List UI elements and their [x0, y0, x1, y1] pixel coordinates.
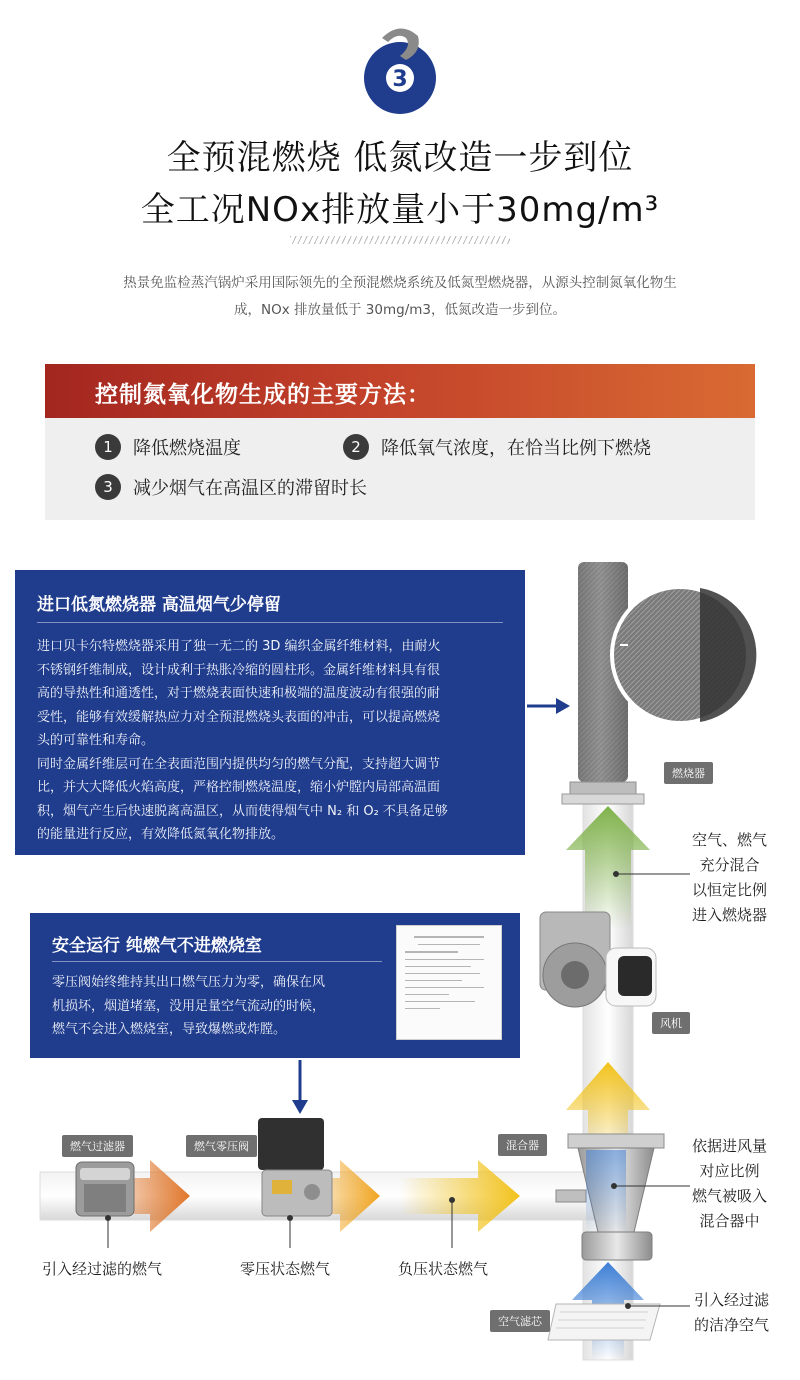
mix-label-line: 空气、燃气: [692, 831, 768, 849]
methods-header: [45, 364, 755, 418]
zero-valve-tag: 燃气零压阀: [186, 1135, 257, 1157]
burner-box-line: 积，烟气产生后快速脱离高温区，从而使得烟气中 N₂ 和 O₂ 不具备足够: [37, 803, 448, 819]
intake-label: [692, 1134, 767, 1234]
burner-box-text: [37, 635, 507, 847]
intro-paragraph: [50, 270, 750, 324]
yellow-right-arrow: [400, 1160, 520, 1232]
gas-filter-tag: 燃气过滤器: [62, 1135, 133, 1157]
method-text: 降低燃烧温度: [133, 438, 241, 459]
intake-label-line: 燃气被吸入: [692, 1187, 768, 1205]
method-number: 3: [95, 474, 121, 500]
down-pointer-arrow: [292, 1060, 308, 1114]
mixer-tag: 混合器: [498, 1134, 547, 1156]
pointer-arrow: [527, 698, 570, 714]
burner-box-line: 的能量进行反应，有效降低氮氧化物排放。: [37, 827, 285, 842]
box-divider: [37, 622, 503, 623]
method-item: [95, 474, 367, 500]
safety-box-line: 机损坏，烟道堵塞，没用足量空气流动的时候，: [52, 998, 326, 1014]
burner-box-line: 进口贝卡尔特燃烧器采用了独一无二的 3D 编织金属纤维材料，由耐火: [37, 639, 441, 654]
burner-box-line: 同时金属纤维层可在全表面范围内提供均匀的燃气分配，支持超大调节: [37, 756, 441, 772]
methods-heading: 控制氮氧化物生成的主要方法：: [95, 382, 431, 408]
method-text: 减少烟气在高温区的滞留时长: [133, 478, 367, 499]
green-up-arrow: [566, 806, 650, 930]
mix-label-line: 进入燃烧器: [692, 906, 768, 924]
methods-panel: [45, 418, 755, 520]
clean-air-label: [694, 1288, 769, 1338]
intake-label-line: 依据进风量: [692, 1137, 768, 1155]
number-3-badge-icon: [362, 16, 438, 116]
air-filter-tag: 空气滤芯: [490, 1310, 550, 1332]
main-title-line2: 全工况NOx排放量小于30mg/m³: [140, 190, 660, 230]
mesh-zoom-graphic: [612, 587, 756, 723]
fan-graphic: [540, 912, 656, 1007]
burner-box-line: 比，并大大降低火焰高度，严格控制燃烧温度，缩小炉膛内局部高温面: [37, 780, 441, 795]
air-filter-graphic: [548, 1304, 660, 1340]
method-item: [343, 434, 651, 460]
intro-line: 成，NOx 排放量低于 30mg/m3，低氮改造一步到位。: [234, 302, 566, 318]
gas-filter-graphic: [76, 1162, 134, 1216]
mix-label-line: 充分混合: [699, 856, 760, 874]
zero-valve-graphic: [258, 1118, 332, 1216]
box-divider: [52, 961, 382, 962]
intro-line: 热景免监检蒸汽锅炉采用国际领先的全预混燃烧系统及低氮型燃烧器，从源头控制氮氧化物生: [123, 275, 677, 291]
clean-air-label-line: 引入经过滤: [694, 1291, 770, 1309]
mix-label: [692, 828, 767, 928]
fan-tag: 风机: [652, 1012, 690, 1034]
clean-air-label-line: 的洁净空气: [694, 1316, 770, 1334]
mixer-graphic: [556, 1134, 664, 1260]
method-number: 2: [343, 434, 369, 460]
intake-label-line: 对应比例: [699, 1162, 760, 1180]
method-item: [95, 434, 241, 460]
burner-box-line: 高的导热性和通透性，对于燃烧表面快速和极端的温度波动有很强的耐: [37, 686, 441, 701]
burner-tag: 燃烧器: [664, 762, 713, 784]
safety-box-text: [52, 971, 402, 1042]
safety-box-title: 安全运行 纯燃气不进燃烧室: [52, 936, 262, 956]
intake-label-line: 混合器中: [699, 1212, 760, 1230]
burner-box-title: 进口低氮燃烧器 高温烟气少停留: [37, 595, 281, 615]
negative-pressure-label: 负压状态燃气: [398, 1260, 489, 1278]
burner-box-line: 受性，能够有效缓解热应力对全预混燃烧头表面的冲击，可以提高燃烧: [37, 709, 441, 725]
method-number: 1: [95, 434, 121, 460]
safety-box-line: 燃气不会进入燃烧室，导致爆燃或炸膛。: [52, 1022, 287, 1037]
certificate-document-image: [396, 925, 502, 1040]
burner-box-line: 不锈钢纤维制成，设计成利于热胀冷缩的圆柱形。金属纤维材料具有很: [37, 662, 441, 678]
badge-number: 3: [392, 67, 408, 92]
mix-label-line: 以恒定比例: [692, 881, 768, 899]
safety-box-line: 零压阀始终维持其出口燃气压力为零，确保在风: [52, 975, 326, 990]
zero-pressure-label: 零压状态燃气: [240, 1260, 331, 1278]
burner-info-box: [15, 570, 525, 855]
burner-box-line: 头的可靠性和寿命。: [37, 733, 155, 748]
hatch-divider: [290, 236, 510, 244]
main-title-line1: 全预混燃烧 低氮改造一步到位: [166, 138, 634, 178]
filtered-gas-label: 引入经过滤的燃气: [42, 1260, 163, 1278]
method-text: 降低氧气浓度，在恰当比例下燃烧: [381, 438, 651, 459]
